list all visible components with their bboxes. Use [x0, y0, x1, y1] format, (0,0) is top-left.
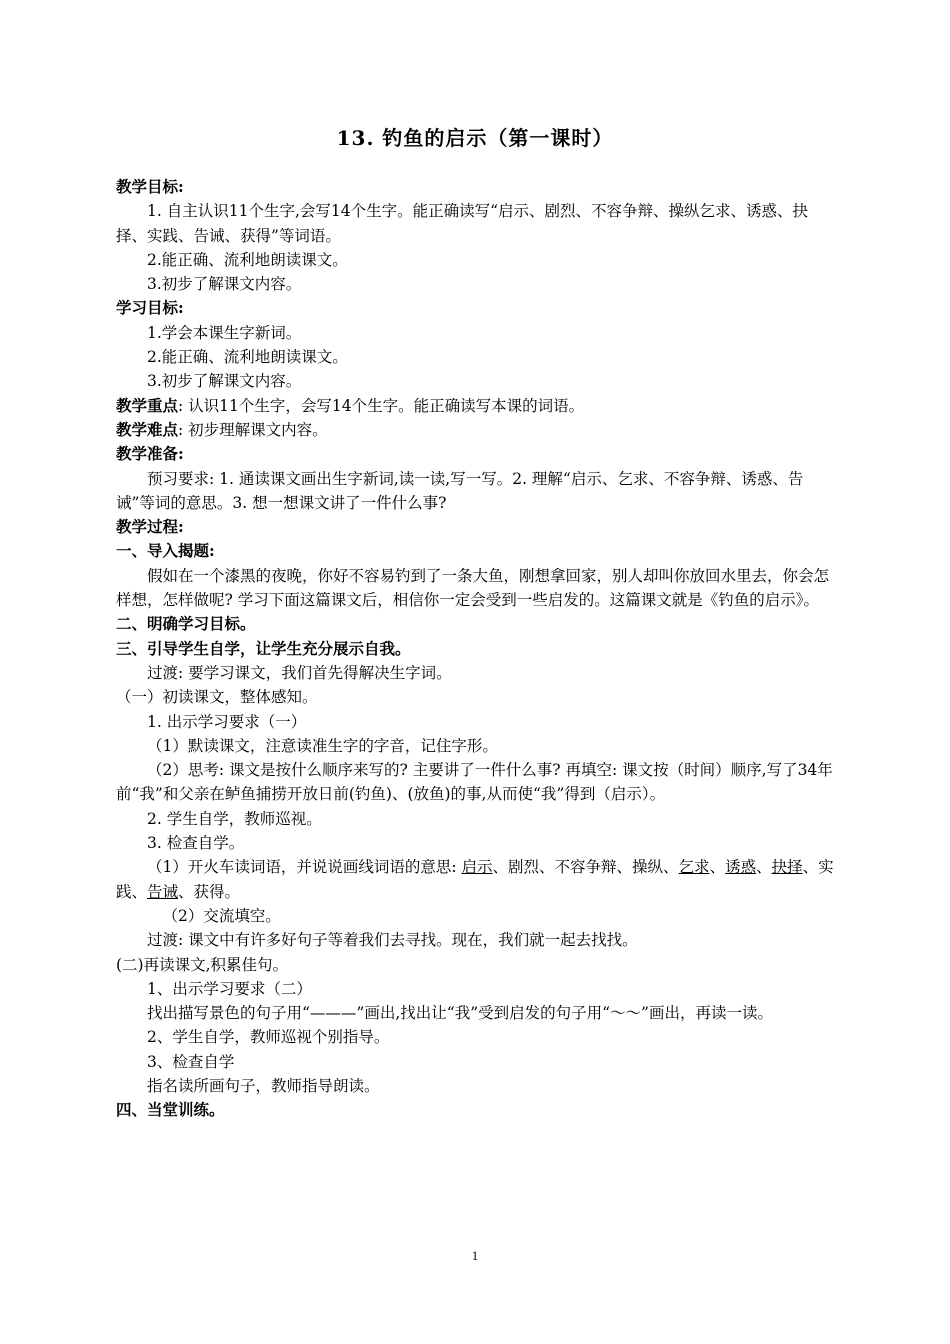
key-point-label: 教学重点 [116, 395, 179, 415]
part-2-step-1a: 找出描写景色的句子用“———”画出,找出让“我”受到启发的句子用“～～”画出，再读一读。 [147, 1004, 773, 1023]
section-4-heading: 四、当堂训练。 [116, 1100, 225, 1120]
section-1-heading: 一、导入揭题: [116, 541, 215, 561]
vocab-5: 、 [756, 858, 772, 877]
section-3-heading: 三、引导学生自学，让学生充分展示自我。 [116, 638, 411, 658]
teaching-goal-item: 3.初步了解课文内容。 [147, 275, 302, 294]
vocab-9: 、获得。 [178, 882, 241, 901]
part-1-step-1a: （1）默读课文，注意读准生字的字音，记住字形。 [147, 736, 498, 755]
process-heading: 教学过程: [116, 517, 184, 537]
document-title: 13. 钓鱼的启示（第一课时） [336, 126, 614, 150]
teaching-goals-heading: 教学目标: [116, 177, 184, 196]
vocab-prefix: （1）开火车读词语，并说说画线词语的意思: [147, 858, 462, 877]
vocab-6: 抉择 [771, 858, 803, 877]
part-1-step-1: 1. 出示学习要求（一） [147, 712, 307, 731]
part-2-step-3: 3、检查自学 [147, 1052, 235, 1071]
difficulty-text: : 初步理解课文内容。 [178, 420, 328, 439]
part-2-step-1: 1、出示学习要求（二） [147, 979, 312, 998]
part-1-step-2: 2. 学生自学，教师巡视。 [147, 809, 322, 828]
learning-goal-item: 2.能正确、流利地朗读课文。 [147, 348, 348, 367]
page-number: 1 [471, 1248, 479, 1263]
learning-goals-heading: 学习目标: [116, 298, 184, 318]
vocab-1: 、剧烈、不容争辩、操纵、 [492, 858, 679, 877]
part-1-step-3: 3. 检查自学。 [147, 834, 245, 853]
key-point-text: : 认识11个生字，会写14个生字。能正确读写本课的词语。 [178, 396, 585, 415]
vocab-4: 诱惑 [725, 858, 757, 877]
vocab-8: 告诫 [147, 882, 179, 901]
part-2-step-2: 2、学生自学，教师巡视个别指导。 [147, 1028, 390, 1047]
difficulty [116, 418, 838, 442]
key-point [116, 394, 838, 418]
part-1-step-3b: （2）交流填空。 [162, 906, 281, 925]
part-2-heading: (二)再读课文,积累佳句。 [116, 955, 289, 974]
learning-goal-item: 3.初步了解课文内容。 [147, 372, 302, 391]
preparation-heading: 教学准备: [116, 444, 184, 464]
document-body [116, 175, 838, 1123]
transition-1: 过渡: 要学习课文，我们首先得解决生字词。 [147, 663, 452, 682]
difficulty-label: 教学难点 [116, 419, 179, 439]
part-1-step-1b: （2）思考: 课文是按什么顺序来写的? 主要讲了一件什么事? 再填空: 课文按（时间）顺序,写了34年前“我”和父亲在鲈鱼捕捞开放日前(钓鱼)、(放鱼)的事,从而使“我”得到（启示）。 [116, 761, 833, 804]
learning-goal-item: 1.学会本课生字新词。 [147, 323, 302, 342]
part-1-step-3a [116, 855, 838, 904]
section-1-text: 假如在一个漆黑的夜晚，你好不容易钓到了一条大鱼，刚想拿回家，别人却叫你放回水里去，你会怎样想，怎样做呢? 学习下面这篇课文后，相信你一定会受到一些启发的。这篇课文就是《钓鱼的启示》。 [116, 566, 830, 610]
vocab-3: 、 [709, 858, 726, 877]
teaching-goal-item: 2.能正确、流利地朗读课文。 [147, 250, 348, 269]
vocab-0: 启示 [461, 858, 493, 877]
vocab-2: 乞求 [678, 858, 710, 877]
vocab-7: 、实践、 [116, 858, 834, 901]
preparation-text: 预习要求: 1. 通读课文画出生字新词,读一读,写一写。2. 理解“启示、乞求、不容争辩、诱惑、告诫”等词的意思。3. 想一想课文讲了一件什么事? [116, 469, 804, 512]
part-1-heading: （一）初读课文，整体感知。 [116, 688, 318, 707]
teaching-goal-item: 1. 自主认识11个生字,会写14个生字。能正确读写“启示、剧烈、不容争辩、操纵乞求、诱惑、抉择、实践、告诫、获得”等词语。 [116, 202, 809, 245]
part-2-step-3a: 指名读所画句子，教师指导朗读。 [147, 1076, 380, 1095]
section-2-heading: 二、明确学习目标。 [116, 614, 256, 634]
transition-2: 过渡: 课文中有许多好句子等着我们去寻找。现在，我们就一起去找找。 [147, 931, 638, 950]
